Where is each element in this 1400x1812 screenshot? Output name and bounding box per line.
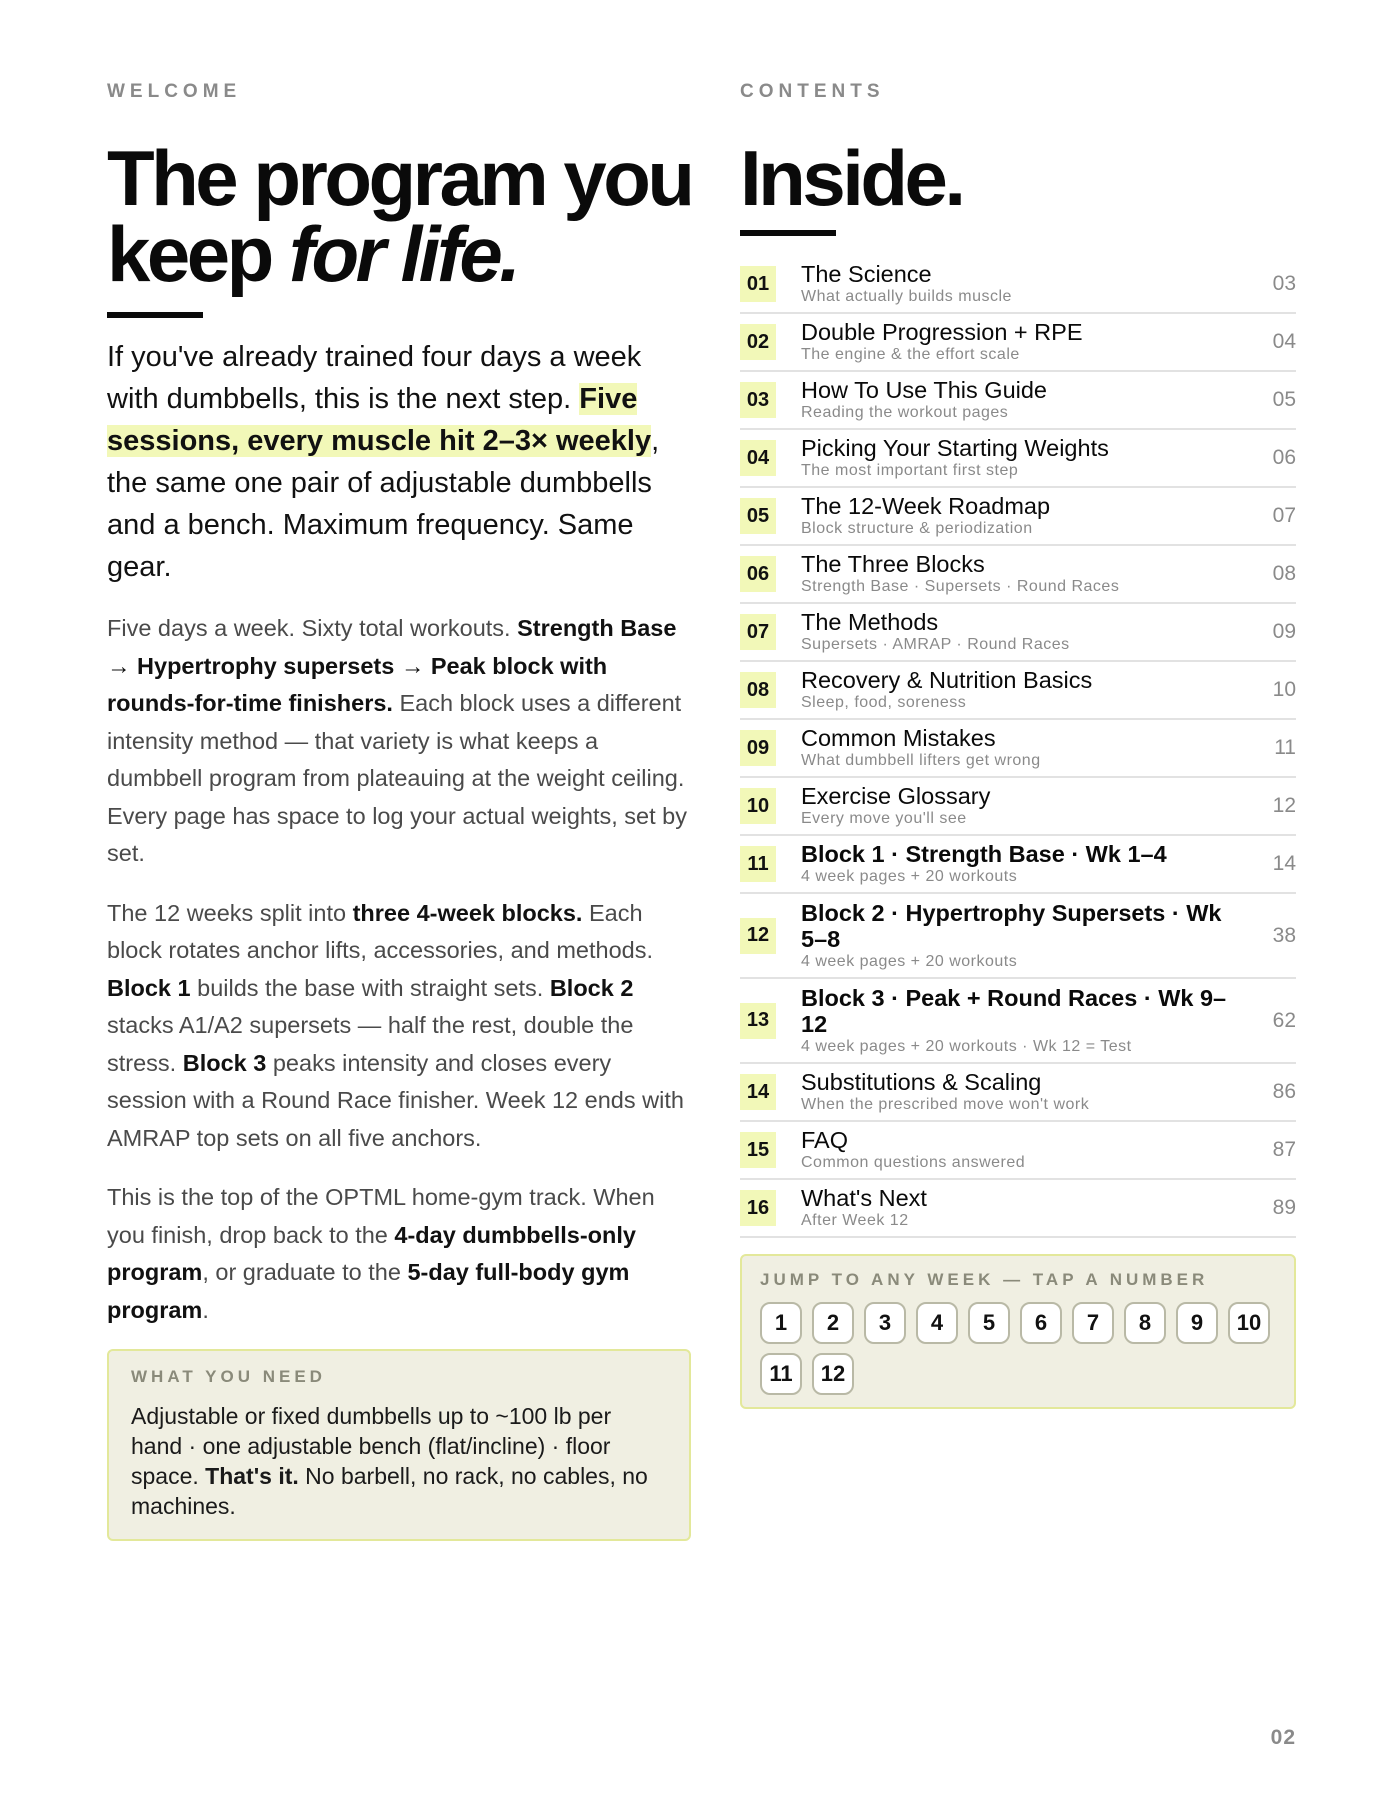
toc-text	[801, 985, 1256, 1057]
toc-page-number: 09	[1272, 620, 1296, 643]
p2-bold-4: Block 3	[182, 1049, 267, 1076]
week-button[interactable]: 7	[1072, 1302, 1114, 1344]
toc-subtitle: After Week 12	[801, 1212, 909, 1229]
jump-to-week-box	[740, 1254, 1296, 1409]
toc-number: 13	[740, 1003, 776, 1039]
need-text-2: No barbell, no rack, no cables, no machines.	[131, 1463, 648, 1519]
toc-title: Block 3 · Peak + Round Races · Wk 9–12	[801, 984, 1227, 1037]
toc-row[interactable]	[740, 778, 1296, 836]
toc-text	[801, 1127, 1256, 1173]
toc-page-number: 04	[1272, 330, 1296, 353]
toc-text	[801, 1069, 1256, 1115]
p1-text-1: Five days a week. Sixty total workouts.	[107, 615, 518, 641]
toc-row[interactable]	[740, 314, 1296, 372]
toc-number: 01	[740, 266, 776, 302]
toc-subtitle: When the prescribed move won't work	[801, 1096, 1090, 1113]
p3-bold-1: 4-day dumbbells-only program	[107, 1221, 636, 1285]
toc-number: 14	[740, 1074, 776, 1110]
toc-page-number: 62	[1272, 1008, 1296, 1032]
toc-subtitle: What dumbbell lifters get wrong	[801, 752, 1041, 769]
what-you-need-text	[131, 1401, 667, 1521]
toc-number: 06	[740, 556, 776, 592]
toc-text	[801, 377, 1256, 423]
p3-text-1: This is the top of the OPTML home-gym track. When you finish, drop back to the	[107, 1184, 655, 1248]
toc-subtitle: Block structure & periodization	[801, 520, 1033, 537]
lead-paragraph	[107, 336, 693, 588]
p1-text-2: Each block uses a different intensity method — that variety is what keeps a dumbbell program from plateauing at the weight ceiling. Every page has space to log your actual weights, set by set.	[107, 690, 687, 866]
toc-row[interactable]	[740, 720, 1296, 778]
toc-number: 16	[740, 1190, 776, 1226]
contents-rule	[740, 230, 836, 236]
toc-number: 08	[740, 672, 776, 708]
toc-page-number: 11	[1274, 736, 1296, 759]
toc-row[interactable]	[740, 546, 1296, 604]
what-you-need-box	[107, 1349, 691, 1541]
toc-row[interactable]	[740, 1180, 1296, 1238]
toc-text	[801, 261, 1256, 307]
toc-title: The 12-Week Roadmap	[801, 493, 1051, 519]
need-bold: That's it.	[205, 1463, 299, 1489]
contents-eyebrow: CONTENTS	[740, 81, 885, 102]
toc-title: Exercise Glossary	[801, 783, 991, 809]
toc-text	[801, 609, 1256, 655]
week-button[interactable]: 6	[1020, 1302, 1062, 1344]
toc-row[interactable]	[740, 979, 1296, 1064]
page-number: 02	[1270, 1726, 1296, 1749]
p2-text-2: Each block rotates anchor lifts, accessories, and methods.	[107, 899, 653, 963]
toc-title: Substitutions & Scaling	[801, 1069, 1042, 1095]
toc-text	[801, 667, 1256, 713]
week-button[interactable]: 5	[968, 1302, 1010, 1344]
toc-subtitle: Every move you'll see	[801, 810, 967, 827]
what-you-need-title: WHAT YOU NEED	[131, 1367, 326, 1386]
intro-paragraph-1	[107, 610, 693, 873]
toc-page-number: 06	[1272, 446, 1296, 469]
intro-paragraph-3	[107, 1179, 693, 1329]
lead-highlight: Five sessions, every muscle hit 2–3× weekly	[107, 383, 652, 457]
p2-text-4: stacks A1/A2 supersets — half the rest, double the stress.	[107, 1012, 634, 1076]
p2-bold-3: Block 2	[549, 974, 634, 1001]
week-button[interactable]: 12	[812, 1353, 854, 1395]
toc-page-number: 87	[1272, 1138, 1296, 1161]
toc-page-number: 03	[1272, 272, 1296, 295]
welcome-eyebrow: WELCOME	[107, 81, 242, 102]
toc-page-number: 38	[1272, 923, 1296, 947]
p3-text-3: .	[202, 1296, 209, 1323]
contents-column	[740, 80, 1296, 1409]
toc-subtitle: The most important first step	[801, 462, 1019, 479]
toc-text	[801, 725, 1256, 771]
p2-text-5: peaks intensity and closes every session with a Round Race finisher. Week 12 ends with AMRAP top sets on all five anchors.	[107, 1049, 684, 1151]
toc-title: Block 2 · Hypertrophy Supersets · Wk 5–8	[801, 899, 1222, 952]
week-button[interactable]: 1	[760, 1302, 802, 1344]
headline-line1: The program you	[107, 134, 692, 222]
toc-title: Recovery & Nutrition Basics	[801, 667, 1093, 693]
toc-number: 11	[740, 846, 776, 882]
toc-text	[801, 435, 1256, 481]
headline-italic: for life.	[288, 210, 518, 298]
toc-number: 02	[740, 324, 776, 360]
lead-text-1: If you've already trained four days a week with dumbbells, this is the next step.	[107, 341, 642, 415]
jump-to-week-title: JUMP TO ANY WEEK — TAP A NUMBER	[760, 1270, 1209, 1289]
week-button[interactable]: 4	[916, 1302, 958, 1344]
toc-subtitle: Reading the workout pages	[801, 404, 1009, 421]
toc-row[interactable]	[740, 662, 1296, 720]
toc-number: 07	[740, 614, 776, 650]
toc-text	[801, 783, 1256, 829]
table-of-contents	[740, 256, 1296, 1238]
p2-text-3: builds the base with straight sets.	[190, 974, 550, 1001]
toc-row[interactable]	[740, 1122, 1296, 1180]
p2-text-1: The 12 weeks split into	[107, 899, 353, 926]
toc-title: Block 1 · Strength Base · Wk 1–4	[801, 841, 1167, 867]
toc-number: 10	[740, 788, 776, 824]
toc-number: 04	[740, 440, 776, 476]
toc-page-number: 08	[1272, 562, 1296, 585]
week-button[interactable]: 9	[1176, 1302, 1218, 1344]
toc-subtitle: 4 week pages + 20 workouts	[801, 952, 1018, 970]
toc-text	[801, 493, 1256, 539]
toc-text	[801, 1185, 1256, 1231]
toc-row[interactable]	[740, 836, 1296, 894]
toc-page-number: 86	[1272, 1080, 1296, 1103]
headline-rule	[107, 312, 203, 318]
toc-title: The Methods	[801, 609, 939, 635]
toc-title: What's Next	[801, 1185, 927, 1211]
week-button[interactable]: 8	[1124, 1302, 1166, 1344]
toc-row[interactable]	[740, 372, 1296, 430]
toc-page-number: 89	[1272, 1196, 1296, 1219]
toc-row[interactable]	[740, 430, 1296, 488]
toc-subtitle: 4 week pages + 20 workouts	[801, 868, 1018, 885]
toc-subtitle: Sleep, food, soreness	[801, 694, 967, 711]
toc-row[interactable]	[740, 1064, 1296, 1122]
toc-title: Common Mistakes	[801, 725, 996, 751]
toc-number: 03	[740, 382, 776, 418]
toc-title: Double Progression + RPE	[801, 319, 1083, 345]
toc-number: 09	[740, 730, 776, 766]
contents-title: Inside.	[740, 134, 963, 222]
toc-title: FAQ	[801, 1127, 849, 1153]
toc-subtitle: Strength Base · Supersets · Round Races	[801, 578, 1120, 595]
toc-subtitle: Supersets · AMRAP · Round Races	[801, 636, 1070, 653]
week-button[interactable]: 2	[812, 1302, 854, 1344]
welcome-headline	[107, 134, 693, 298]
intro-paragraph-2	[107, 895, 693, 1158]
toc-row[interactable]	[740, 488, 1296, 546]
toc-subtitle: 4 week pages + 20 workouts · Wk 12 = Test	[801, 1037, 1132, 1055]
toc-title: The Three Blocks	[801, 551, 985, 577]
p2-bold-1: three 4-week blocks.	[352, 899, 583, 926]
toc-subtitle: What actually builds muscle	[801, 288, 1012, 305]
toc-page-number: 12	[1272, 794, 1296, 817]
toc-text	[801, 319, 1256, 365]
toc-text	[801, 841, 1256, 887]
week-buttons	[760, 1302, 1280, 1395]
toc-number: 05	[740, 498, 776, 534]
toc-page-number: 07	[1272, 504, 1296, 527]
toc-subtitle: The engine & the effort scale	[801, 346, 1020, 363]
week-button[interactable]: 10	[1228, 1302, 1270, 1344]
p3-text-2: , or graduate to the	[202, 1259, 408, 1285]
toc-row[interactable]	[740, 894, 1296, 979]
toc-page-number: 05	[1272, 388, 1296, 411]
toc-row[interactable]	[740, 604, 1296, 662]
toc-title: How To Use This Guide	[801, 377, 1047, 403]
toc-page-number: 14	[1272, 852, 1296, 875]
toc-subtitle: Common questions answered	[801, 1154, 1026, 1171]
need-text-1: Adjustable or fixed dumbbells up to ~100 lb per hand · one adjustable bench (flat/incline) · floor space.	[131, 1403, 612, 1489]
p2-bold-2: Block 1	[107, 974, 191, 1001]
p3-bold-2: 5-day full-body gym program	[107, 1259, 630, 1323]
p1-bold-1: Strength Base → Hypertrophy supersets → Peak block with rounds-for-time finishers.	[107, 615, 677, 716]
toc-text	[801, 551, 1256, 597]
toc-title: Picking Your Starting Weights	[801, 435, 1109, 461]
week-button[interactable]: 3	[864, 1302, 906, 1344]
welcome-column	[107, 80, 693, 1541]
toc-number: 15	[740, 1132, 776, 1168]
toc-title: The Science	[801, 261, 932, 287]
toc-page-number: 10	[1272, 678, 1296, 701]
week-button[interactable]: 11	[760, 1353, 802, 1395]
toc-row[interactable]	[740, 256, 1296, 314]
headline-keep: keep	[107, 210, 271, 298]
toc-text	[801, 900, 1256, 972]
lead-text-2: , the same one pair of adjustable dumbbells and a bench. Maximum frequency. Same gear.	[107, 425, 660, 583]
toc-number: 12	[740, 918, 776, 954]
